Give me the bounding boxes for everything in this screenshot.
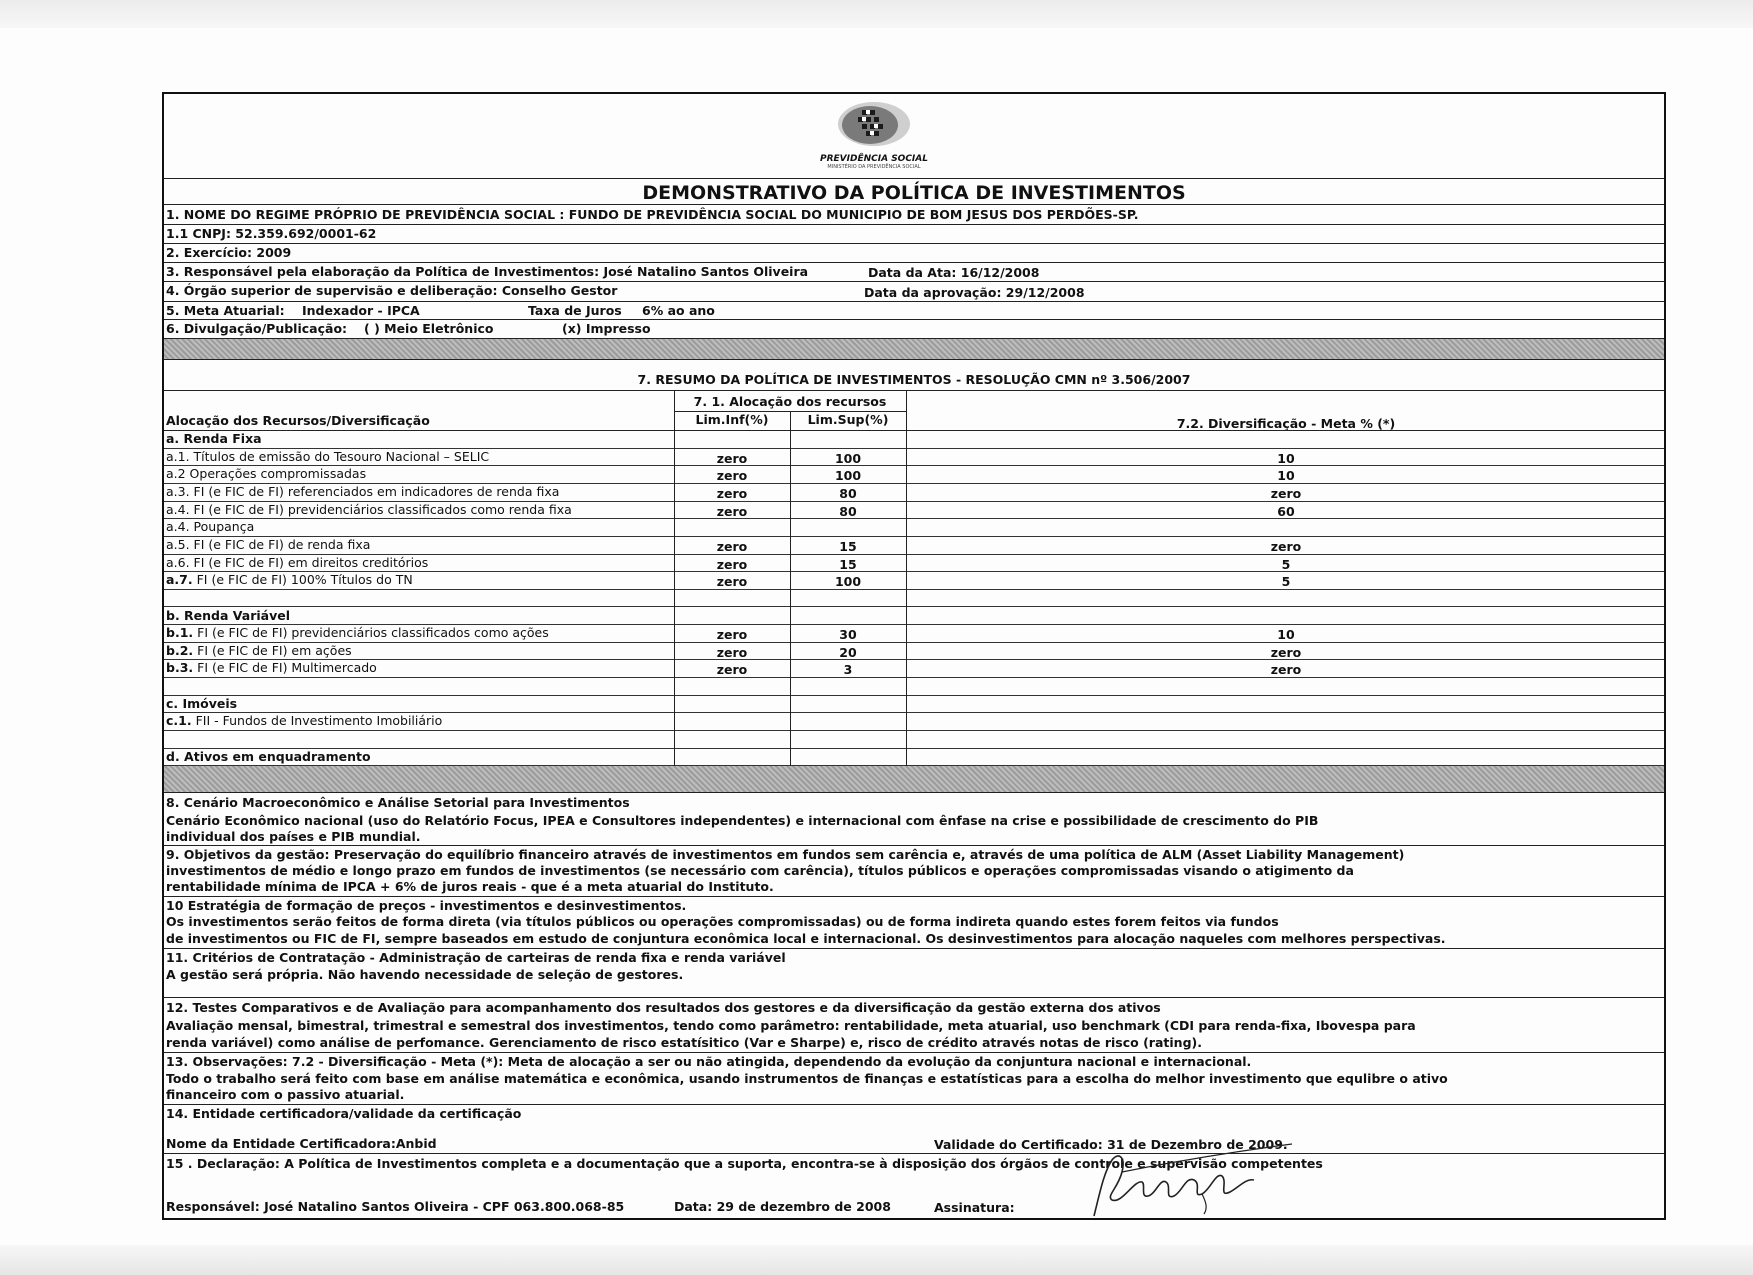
section7-title: 7. RESUMO DA POLÍTICA DE INVESTIMENTOS - RESOLUÇÃO CMN nº 3.506/2007	[637, 372, 1191, 387]
meio-eletronico-option: ( ) Meio Eletrônico	[364, 321, 494, 336]
s11-title: 11. Critérios de Contratação - Administração de carteiras de renda fixa e renda variável	[166, 950, 786, 965]
lim-inf-cell: zero	[716, 556, 748, 572]
s12-line3: renda variável) como análise de perfomance. Gerenciamento de risco estatísitico (Var e Sharpe) e, risco de crédito através notas de risco (rating).	[166, 1035, 1202, 1050]
scan-bottom-edge	[0, 1245, 1753, 1275]
table-row	[164, 572, 1664, 590]
row-label-text: FI (e FIC de FI) Multimercado	[193, 660, 377, 676]
row-label	[166, 466, 366, 482]
taxa-juros-label: Taxa de Juros	[528, 303, 622, 318]
row-label	[166, 502, 572, 518]
row-label-text: a.5. FI (e FIC de FI) de renda fixa	[166, 536, 371, 552]
table-row	[164, 502, 1664, 520]
row-label	[166, 449, 489, 465]
table-row	[164, 466, 1664, 484]
logo-subtitle: MINISTÉRIO DA PREVIDÊNCIA SOCIAL	[827, 164, 921, 170]
s15-data: Data: 29 de dezembro de 2008	[674, 1199, 891, 1214]
s13-title: 13. Observações: 7.2 - Diversificação - Meta (*): Meta de alocação a ser ou não atingida, dependendo da evolução da conjuntura nacional e internacional.	[166, 1054, 1252, 1069]
s15-declaracao: 15 . Declaração: A Política de Investimentos completa e a documentação que a suporta, encontra-se à disposição dos órgãos de controle e supervisão competentes	[166, 1156, 1323, 1171]
table-row	[164, 449, 1664, 467]
meta-cell: 10	[1277, 627, 1295, 643]
s8-line3: individual dos países e PIB mundial.	[166, 829, 421, 844]
entidade-certificadora: Nome da Entidade Certificadora:Anbid	[166, 1136, 437, 1151]
row-label	[166, 431, 262, 447]
table-row	[164, 519, 1664, 537]
lim-sup-cell: 80	[839, 485, 857, 501]
row-label	[166, 660, 377, 676]
row-label	[166, 696, 237, 712]
lim-inf-cell: zero	[716, 574, 748, 590]
row-label-bold: b.2.	[166, 642, 194, 658]
col-lim-inf-header: Lim.Inf(%)	[695, 412, 769, 427]
table-row	[164, 431, 1664, 449]
lim-sup-cell: 15	[839, 538, 857, 554]
row-label-bold: a.7.	[166, 572, 193, 588]
col-diversificacao-header: 7.2. Diversificação - Meta % (*)	[1176, 416, 1396, 431]
meta-cell: zero	[1270, 662, 1302, 678]
row-label	[166, 713, 442, 729]
table-row	[164, 484, 1664, 502]
lim-inf-cell: zero	[716, 627, 748, 643]
divulgacao-label: 6. Divulgação/Publicação:	[166, 321, 348, 336]
s14-title: 14. Entidade certificadora/validade da certificação	[166, 1106, 522, 1121]
lim-sup-cell: 3	[843, 662, 853, 678]
data-ata: Data da Ata: 16/12/2008	[868, 265, 1040, 280]
meta-cell: zero	[1270, 538, 1302, 554]
meta-cell: zero	[1270, 485, 1302, 501]
row-label-text: a.4. Poupança	[166, 519, 255, 535]
lim-sup-cell: 100	[834, 468, 862, 484]
lim-inf-cell: zero	[716, 503, 748, 519]
table-row	[164, 713, 1664, 731]
table-row	[164, 555, 1664, 573]
s11-line2: A gestão será própria. Não havendo necessidade de seleção de gestores.	[166, 967, 684, 982]
regime-name: 1. NOME DO REGIME PRÓPRIO DE PREVIDÊNCIA SOCIAL : FUNDO DE PREVIDÊNCIA SOCIAL DO MUNICIPIO DE BOM JESUS DOS PERDÕES-SP.	[166, 207, 1139, 222]
row-label-text: FI (e FIC de FI) em ações	[193, 642, 352, 658]
lim-inf-cell: zero	[716, 644, 748, 660]
s15-responsavel: Responsável: José Natalino Santos Oliveira - CPF 063.800.068-85	[166, 1199, 625, 1214]
lim-sup-cell: 80	[839, 503, 857, 519]
investment-policy-form	[162, 92, 1666, 1220]
s9-title: 9. Objetivos da gestão: Preservação do equilíbrio financeiro através de investimentos em fundos sem carência e, através de uma política de ALM (Asset Liability Management)	[166, 847, 1405, 862]
scan-top-edge	[0, 0, 1753, 28]
lim-sup-cell: 20	[839, 644, 857, 660]
row-label-text: a.1. Títulos de emissão do Tesouro Nacional – SELIC	[166, 448, 490, 464]
row-label	[166, 484, 559, 500]
document-title: DEMONSTRATIVO DA POLÍTICA DE INVESTIMENTOS	[642, 182, 1186, 204]
exercicio: 2. Exercício: 2009	[166, 245, 292, 260]
s15-assinatura-label: Assinatura:	[934, 1200, 1015, 1215]
row-label	[166, 555, 428, 571]
signature-image	[1082, 1142, 1302, 1222]
meta-atuarial-label: 5. Meta Atuarial:	[166, 303, 285, 318]
s13-line2: Todo o trabalho será feito com base em análise matemática e econômica, usando instrumentos de finanças e estatísticas para a escolha do melhor investimento que equlibre o ativo	[166, 1071, 1448, 1086]
meta-cell: 10	[1277, 450, 1295, 466]
row-label-text: a.3. FI (e FIC de FI) referenciados em indicadores de renda fixa	[166, 483, 560, 499]
s12-line2: Avaliação mensal, bimestral, trimestral e semestral dos investimentos, tendo como parâmetro: rentabilidade, meta atuarial, uso benchmark (CDI para renda-fixa, Ibovespa para	[166, 1018, 1416, 1033]
lim-inf-cell: zero	[716, 468, 748, 484]
meta-cell: 60	[1277, 503, 1295, 519]
col-lim-sup-header: Lim.Sup(%)	[807, 412, 889, 427]
s9-line2: investimentos de médio e longo prazo em fundos de investimentos (se necessário com carência), títulos públicos e operações compromissadas visando o atigimento da	[166, 863, 1354, 878]
s12-title: 12. Testes Comparativos e de Avaliação para acompanhamento dos resultados dos gestores e da diversificação da gestão externa dos ativos	[166, 1000, 1161, 1015]
table-row	[164, 608, 1664, 626]
impresso-option: (x) Impresso	[562, 321, 651, 336]
responsavel-elaboracao: 3. Responsável pela elaboração da Política de Investimentos: José Natalino Santos Oliveira	[166, 264, 809, 279]
meta-cell: zero	[1270, 644, 1302, 660]
data-aprovacao: Data da aprovação: 29/12/2008	[864, 285, 1085, 300]
indexador: Indexador - IPCA	[302, 303, 420, 318]
col-alocacao-header: Alocação dos Recursos/Diversificação	[166, 413, 430, 428]
meta-cell: 10	[1277, 468, 1295, 484]
row-label-text: FI (e FIC de FI) previdenciários classificados como ações	[193, 625, 549, 641]
cnpj: 1.1 CNPJ: 52.359.692/0001-62	[166, 226, 377, 241]
table-row	[164, 749, 1664, 767]
lim-inf-cell: zero	[716, 450, 748, 466]
lim-inf-cell: zero	[716, 485, 748, 501]
s10-line2: Os investimentos serão feitos de forma direta (via títulos públicos ou operações compromissadas) ou de forma indireta quando estes forem feitos via fundos	[166, 914, 1279, 929]
s8-title: 8. Cenário Macroeconômico e Análise Setorial para Investimentos	[166, 795, 630, 810]
lim-sup-cell: 100	[834, 574, 862, 590]
orgao-superior: 4. Órgão superior de supervisão e deliberação: Conselho Gestor	[166, 283, 618, 298]
table-row	[164, 660, 1664, 678]
row-label-text: a.4. FI (e FIC de FI) previdenciários classificados como renda fixa	[166, 501, 572, 517]
table-row	[164, 625, 1664, 643]
table-row	[164, 678, 1664, 696]
row-label-text: FI (e FIC de FI) 100% Títulos do TN	[192, 572, 413, 588]
validade-certificado: Validade do Certificado: 31 de Dezembro de 2009.	[934, 1137, 1288, 1152]
previdencia-social-logo	[804, 98, 944, 170]
logo-brand: PREVIDÊNCIA SOCIAL	[820, 154, 928, 164]
meta-cell: 5	[1281, 556, 1291, 572]
row-label-bold: c. Imóveis	[166, 695, 238, 711]
table-row	[164, 537, 1664, 555]
table-row	[164, 696, 1664, 714]
row-label-text: a.6. FI (e FIC de FI) em direitos creditórios	[166, 554, 429, 570]
row-label	[166, 749, 371, 765]
row-label	[166, 608, 290, 624]
row-label	[166, 643, 352, 659]
separator-band	[164, 339, 1664, 359]
row-label	[166, 537, 370, 553]
row-label-bold: c.1.	[166, 713, 192, 729]
table-row	[164, 643, 1664, 661]
lim-inf-cell: zero	[716, 662, 748, 678]
taxa-juros-value: 6% ao ano	[642, 303, 715, 318]
row-label-text: a.2 Operações compromissadas	[166, 466, 367, 482]
row-label-bold: b.1.	[166, 625, 194, 641]
lim-sup-cell: 100	[834, 450, 862, 466]
row-label	[166, 519, 254, 535]
lim-sup-cell: 15	[839, 556, 857, 572]
lim-inf-cell: zero	[716, 538, 748, 554]
s9-line3: rentabilidade mínima de IPCA + 6% de juros reais - que é a meta atuarial do Instituto.	[166, 879, 774, 894]
row-label	[166, 572, 413, 588]
row-label	[166, 625, 549, 641]
meta-cell: 5	[1281, 574, 1291, 590]
alocacao-recursos-header: 7. 1. Alocação dos recursos	[693, 394, 887, 409]
table-row	[164, 590, 1664, 608]
s13-line3: financeiro com o passivo atuarial.	[166, 1087, 405, 1102]
row-label-bold: b. Renda Variável	[166, 607, 291, 623]
lim-sup-cell: 30	[839, 627, 857, 643]
table-row	[164, 731, 1664, 749]
s10-title: 10 Estratégia de formação de preços - investimentos e desinvestimentos.	[166, 898, 687, 913]
row-label-text: FII - Fundos de Investimento Imobiliário	[191, 713, 443, 729]
s10-line3: de investimentos ou FIC de FI, sempre baseados em estudo de conjuntura econômica local e internacional. Os desinvestimentos para alocação naqueles com melhores perspectivas.	[166, 931, 1446, 946]
row-label-bold: d. Ativos em enquadramento	[166, 748, 371, 764]
row-label-bold: b.3.	[166, 660, 194, 676]
s8-line2: Cenário Econômico nacional (uso do Relatório Focus, IPEA e Consultores independentes) e internacional com ênfase na crise e possibilidade de crescimento do PIB	[166, 813, 1319, 828]
separator-band-2	[164, 766, 1664, 792]
row-label-bold: a. Renda Fixa	[166, 431, 262, 446]
